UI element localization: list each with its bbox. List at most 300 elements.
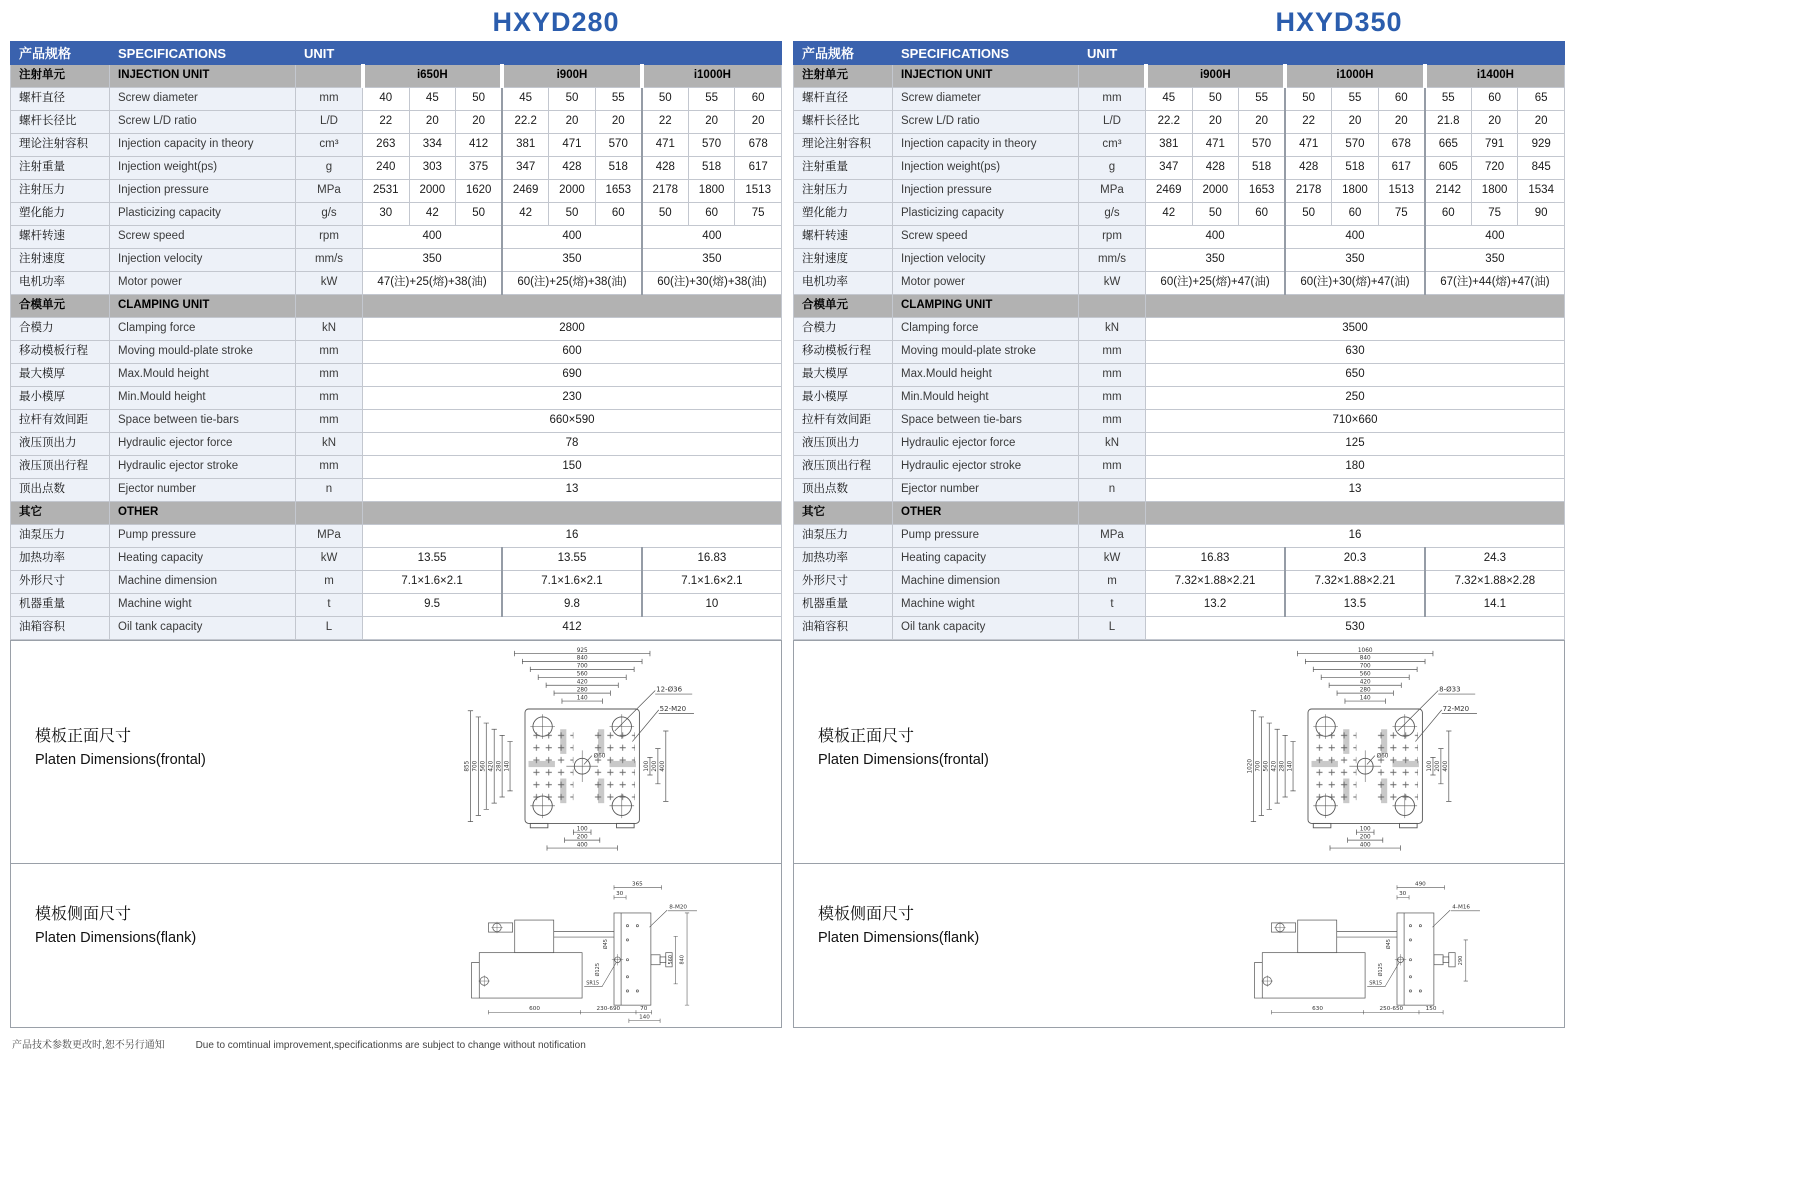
value-cell: 13.2: [1146, 594, 1286, 617]
spec-label-zh: 最大模厚: [794, 364, 893, 387]
ring-dia-note: Ø125: [1378, 963, 1385, 977]
dimension-labels: [1248, 648, 1469, 848]
value-cell: 22: [642, 111, 689, 134]
spec-label-en: Screw speed: [893, 226, 1079, 249]
value-cell: 60: [595, 203, 642, 226]
spec-label-en: Screw speed: [110, 226, 296, 249]
value-cell: 381: [1146, 134, 1193, 157]
page-title: HXYD350: [1275, 7, 1403, 37]
spec-label-zh: 外形尺寸: [11, 571, 110, 594]
unit-cell: t: [1079, 594, 1146, 617]
spec-label-en: Min.Mould height: [893, 387, 1079, 410]
diagram-box: [793, 640, 1565, 1028]
platen-flank-drawing: [1230, 869, 1486, 1025]
value-cell: 16: [363, 525, 782, 548]
unit-cell: rpm: [1079, 226, 1146, 249]
value-cell: 14.1: [1425, 594, 1565, 617]
unit-cell: kN: [1079, 433, 1146, 456]
value-cell: 20: [1378, 111, 1425, 134]
ring-dia-note: Ø125: [595, 963, 602, 977]
spec-row: [11, 318, 782, 341]
spec-label-en: Hydraulic ejector stroke: [893, 456, 1079, 479]
section-label-zh: 注射单元: [11, 65, 110, 88]
dim-label: 140: [1287, 760, 1294, 772]
value-cell: 665: [1425, 134, 1472, 157]
value-cell: 13: [363, 479, 782, 502]
value-cell: 791: [1471, 134, 1518, 157]
spec-label-en: Space between tie-bars: [110, 410, 296, 433]
value-cell: 45: [409, 88, 456, 111]
unit-cell: mm: [296, 387, 363, 410]
frontal-diagram-label: [818, 725, 989, 771]
value-cell: 60(注)+30(熔)+47(油): [1285, 272, 1425, 295]
spec-label-zh: 液压顶出行程: [11, 456, 110, 479]
platen-frontal-drawing: [419, 643, 719, 863]
value-cell: 2469: [502, 180, 549, 203]
value-cell: 42: [1146, 203, 1193, 226]
value-cell: 50: [1192, 203, 1239, 226]
center-hole-note: Ø60: [593, 753, 606, 760]
value-cell: 400: [1146, 226, 1286, 249]
spec-label-en: Max.Mould height: [893, 364, 1079, 387]
value-cell: 45: [502, 88, 549, 111]
value-cell: 22: [363, 111, 410, 134]
spec-label-en: Motor power: [110, 272, 296, 295]
spec-label-en: Min.Mould height: [110, 387, 296, 410]
spec-label-zh: 合模力: [794, 318, 893, 341]
value-cell: 1513: [735, 180, 782, 203]
section-label-zh: 注射单元: [794, 65, 893, 88]
value-cell: 617: [735, 157, 782, 180]
unit-cell: kN: [1079, 318, 1146, 341]
dim-label: 30: [1399, 891, 1407, 898]
dimension-labels: [529, 881, 687, 1020]
spec-label-en: Hydraulic ejector stroke: [110, 456, 296, 479]
value-cell: 7.32×1.88×2.28: [1425, 571, 1565, 594]
thread-note: 52-M20: [659, 703, 687, 713]
section-label-en: INJECTION UNIT: [110, 65, 296, 88]
unit-cell: rpm: [296, 226, 363, 249]
dim-label: 560: [1263, 760, 1270, 772]
section-unit-cell: [1079, 502, 1146, 525]
dim-label: 280: [496, 760, 503, 772]
value-cell: 400: [1425, 226, 1565, 249]
value-cell: 50: [1285, 203, 1332, 226]
spec-label-zh: 液压顶出行程: [794, 456, 893, 479]
value-cell: 518: [688, 157, 735, 180]
value-cell: 381: [502, 134, 549, 157]
dim-label: 1060: [1357, 647, 1373, 654]
spec-row: [794, 571, 1565, 594]
spec-row: [11, 479, 782, 502]
page-title: HXYD280: [492, 7, 620, 37]
dim-label: 1020: [1247, 758, 1254, 774]
value-cell: 400: [502, 226, 642, 249]
platen-flank-drawing: [447, 869, 703, 1025]
value-cell: 570: [1239, 134, 1286, 157]
spec-label-zh: 液压顶出力: [11, 433, 110, 456]
spec-label-zh: 螺杆长径比: [11, 111, 110, 134]
dim-label: 200: [1359, 834, 1371, 841]
value-cell: 412: [456, 134, 503, 157]
spec-label-zh: 油箱容积: [794, 617, 893, 640]
value-cell: 22.2: [502, 111, 549, 134]
machine-side-view: [1254, 913, 1455, 1005]
value-cell: 9.5: [363, 594, 503, 617]
unit-cell: MPa: [1079, 525, 1146, 548]
dim-label: 280: [1359, 687, 1371, 694]
spec-label-zh: 螺杆直径: [11, 88, 110, 111]
spec-label-zh: 拉杆有效间距: [794, 410, 893, 433]
spec-row: [794, 341, 1565, 364]
dim-label: 140: [639, 1014, 650, 1021]
section-unit-cell: [296, 295, 363, 318]
value-cell: 7.1×1.6×2.1: [363, 571, 503, 594]
value-cell: 710×660: [1146, 410, 1565, 433]
spec-label-en: Motor power: [893, 272, 1079, 295]
spec-label-zh: 注射重量: [11, 157, 110, 180]
value-cell: 303: [409, 157, 456, 180]
spec-label-en: Clamping force: [893, 318, 1079, 341]
flank-label-en: Platen Dimensions(flank): [818, 930, 980, 946]
spec-label-zh: 螺杆转速: [794, 226, 893, 249]
dim-label: 490: [1415, 881, 1426, 888]
dim-label: 400: [576, 842, 588, 849]
header-spacer: [1146, 42, 1565, 65]
dim-label: 420: [1359, 679, 1371, 686]
table-header-row: [794, 42, 1565, 65]
spec-row: [794, 272, 1565, 295]
section-row: [794, 65, 1565, 88]
value-cell: 20: [688, 111, 735, 134]
spec-label-zh: 电机功率: [11, 272, 110, 295]
section-label-zh: 其它: [11, 502, 110, 525]
value-cell: 350: [1425, 249, 1565, 272]
value-cell: 471: [1192, 134, 1239, 157]
spec-row: [11, 341, 782, 364]
section-unit-cell: [1079, 295, 1146, 318]
value-cell: 40: [363, 88, 410, 111]
dim-label: 150: [1425, 1006, 1437, 1013]
unit-cell: mm: [1079, 456, 1146, 479]
bolt-hole-pattern: [1374, 731, 1418, 801]
dim-label: 365: [632, 881, 643, 888]
unit-cell: mm: [296, 364, 363, 387]
dimension-labels: [465, 648, 686, 848]
value-cell: 50: [642, 203, 689, 226]
section-row: [794, 502, 1565, 525]
unit-cell: kW: [296, 548, 363, 571]
spec-row: [11, 617, 782, 640]
value-cell: 50: [642, 88, 689, 111]
section-label-en: CLAMPING UNIT: [893, 295, 1079, 318]
dim-label: 100: [644, 760, 651, 772]
spec-row: [11, 249, 782, 272]
value-cell: 50: [456, 88, 503, 111]
model-header: i1400H: [1425, 65, 1565, 88]
value-cell: 350: [1285, 249, 1425, 272]
value-cell: 2000: [549, 180, 596, 203]
spec-label-zh: 螺杆直径: [794, 88, 893, 111]
section-label-zh: 合模单元: [11, 295, 110, 318]
spec-label-zh: 液压顶出力: [794, 433, 893, 456]
value-cell: 518: [1239, 157, 1286, 180]
header-unit: UNIT: [296, 42, 363, 65]
dim-label: 250-650: [1379, 1006, 1404, 1013]
dim-label: 140: [1359, 695, 1371, 702]
spec-row: [11, 594, 782, 617]
value-cell: 3500: [1146, 318, 1565, 341]
dim-label: 230-690: [596, 1006, 621, 1013]
spec-label-en: Screw diameter: [893, 88, 1079, 111]
value-cell: 1653: [595, 180, 642, 203]
spec-row: [11, 226, 782, 249]
spec-row: [794, 594, 1565, 617]
spec-label-en: Injection pressure: [110, 180, 296, 203]
spec-label-zh: 合模力: [11, 318, 110, 341]
value-cell: 10: [642, 594, 782, 617]
value-cell: 678: [735, 134, 782, 157]
dim-label: 840: [576, 655, 588, 662]
unit-cell: t: [296, 594, 363, 617]
value-cell: 60: [1332, 203, 1379, 226]
dim-label: 840: [1359, 655, 1371, 662]
value-cell: 60: [735, 88, 782, 111]
dim-label: 560: [576, 671, 588, 678]
unit-cell: m: [296, 571, 363, 594]
spec-row: [794, 617, 1565, 640]
value-cell: 400: [1285, 226, 1425, 249]
unit-cell: mm: [296, 410, 363, 433]
value-cell: 20: [595, 111, 642, 134]
flank-diagram-label: [818, 903, 979, 949]
dim-label: 600: [529, 1006, 540, 1013]
value-cell: 55: [1239, 88, 1286, 111]
spec-label-en: Plasticizing capacity: [893, 203, 1079, 226]
value-cell: 428: [549, 157, 596, 180]
spec-row: [794, 410, 1565, 433]
value-cell: 7.1×1.6×2.1: [642, 571, 782, 594]
value-cell: 660×590: [363, 410, 782, 433]
header-product-spec: 产品规格: [11, 42, 110, 65]
unit-cell: cm³: [296, 134, 363, 157]
spec-label-zh: 最大模厚: [11, 364, 110, 387]
spec-row: [11, 88, 782, 111]
section-label-en: OTHER: [893, 502, 1079, 525]
diagram-box: [10, 640, 782, 1028]
dim-label: 100: [1359, 826, 1371, 833]
dim-label: 700: [576, 663, 588, 670]
section-label-en: CLAMPING UNIT: [110, 295, 296, 318]
nozzle-dia-note: Ø45: [1385, 939, 1392, 950]
unit-cell: L: [296, 617, 363, 640]
spec-row: [11, 387, 782, 410]
spec-row: [11, 134, 782, 157]
dim-label: 100: [1427, 760, 1434, 772]
value-cell: 60: [1378, 88, 1425, 111]
section-row: [11, 65, 782, 88]
spec-label-zh: 螺杆长径比: [794, 111, 893, 134]
value-cell: 42: [502, 203, 549, 226]
spec-label-zh: 最小模厚: [794, 387, 893, 410]
spec-label-zh: 最小模厚: [11, 387, 110, 410]
value-cell: 50: [1192, 88, 1239, 111]
value-cell: 16.83: [642, 548, 782, 571]
spec-label-zh: 移动模板行程: [11, 341, 110, 364]
footer-note: [12, 1036, 586, 1051]
machine-side-view: [471, 913, 675, 1005]
unit-cell: mm: [296, 341, 363, 364]
value-cell: 20: [409, 111, 456, 134]
hole-count-note: 12-Ø36: [656, 684, 683, 694]
value-cell: 20: [1518, 111, 1565, 134]
unit-cell: MPa: [296, 180, 363, 203]
model-header: i900H: [502, 65, 642, 88]
unit-cell: n: [296, 479, 363, 502]
value-cell: 16: [1146, 525, 1565, 548]
value-cell: 7.32×1.88×2.21: [1285, 571, 1425, 594]
value-cell: 630: [1146, 341, 1565, 364]
dim-label: 400: [1359, 842, 1371, 849]
value-cell: 428: [642, 157, 689, 180]
center-hole-note: Ø60: [1376, 753, 1389, 760]
dim-label: 400: [1443, 760, 1450, 772]
dim-label: 420: [1271, 760, 1278, 772]
spec-label-en: Injection weight(ps): [110, 157, 296, 180]
unit-cell: mm: [1079, 88, 1146, 111]
spec-label-en: Machine dimension: [893, 571, 1079, 594]
dim-label: 140: [504, 760, 511, 772]
spec-label-en: Screw diameter: [110, 88, 296, 111]
sphere-radius-note: SR15: [586, 980, 600, 987]
value-cell: 375: [456, 157, 503, 180]
spec-label-zh: 拉杆有效间距: [11, 410, 110, 433]
unit-cell: mm/s: [296, 249, 363, 272]
spec-label-en: Oil tank capacity: [893, 617, 1079, 640]
section-unit-cell: [1079, 65, 1146, 88]
value-cell: 13.55: [363, 548, 503, 571]
spec-row: [11, 111, 782, 134]
diagram-divider: [794, 863, 1564, 864]
spec-label-zh: 顶出点数: [794, 479, 893, 502]
unit-cell: L/D: [1079, 111, 1146, 134]
model-header: i1000H: [642, 65, 782, 88]
value-cell: 20: [456, 111, 503, 134]
value-cell: 400: [642, 226, 782, 249]
value-cell: 60: [688, 203, 735, 226]
header-unit: UNIT: [1079, 42, 1146, 65]
unit-cell: mm: [1079, 341, 1146, 364]
value-cell: 1620: [456, 180, 503, 203]
dim-label: 280: [576, 687, 588, 694]
platen-frontal-drawing: [1202, 643, 1502, 863]
spec-label-en: Injection weight(ps): [893, 157, 1079, 180]
value-cell: 2000: [1192, 180, 1239, 203]
spec-label-en: Ejector number: [110, 479, 296, 502]
spec-row: [11, 203, 782, 226]
dim-label: 855: [464, 760, 471, 772]
spec-label-zh: 理论注射容积: [11, 134, 110, 157]
value-cell: 518: [1332, 157, 1379, 180]
spec-label-en: Injection pressure: [893, 180, 1079, 203]
spec-row: [794, 157, 1565, 180]
spec-row: [11, 571, 782, 594]
unit-cell: kN: [296, 433, 363, 456]
footer-note-zh: 产品技术参数更改时,恕不另行通知: [12, 1040, 165, 1051]
section-row: [11, 295, 782, 318]
spec-label-en: Pump pressure: [110, 525, 296, 548]
value-cell: 55: [1332, 88, 1379, 111]
dimension-labels: [1312, 881, 1470, 1012]
spec-label-en: Injection velocity: [893, 249, 1079, 272]
spec-table-hxyd280: [10, 41, 782, 640]
value-cell: 617: [1378, 157, 1425, 180]
value-cell: 2000: [409, 180, 456, 203]
unit-cell: g/s: [296, 203, 363, 226]
value-cell: 428: [1192, 157, 1239, 180]
dim-label: 700: [1255, 760, 1262, 772]
spec-label-en: Injection capacity in theory: [110, 134, 296, 157]
spec-label-en: Machine dimension: [110, 571, 296, 594]
value-cell: 350: [502, 249, 642, 272]
spec-row: [794, 548, 1565, 571]
spec-label-en: Heating capacity: [110, 548, 296, 571]
dim-label: 560: [668, 955, 675, 965]
section-unit-cell: [296, 65, 363, 88]
hole-count-note: 8-Ø33: [1439, 684, 1461, 694]
spec-row: [794, 525, 1565, 548]
section-bar: [363, 502, 782, 525]
dim-label: 140: [576, 695, 588, 702]
spec-label-zh: 机器重量: [11, 594, 110, 617]
unit-cell: MPa: [1079, 180, 1146, 203]
value-cell: 2531: [363, 180, 410, 203]
value-cell: 20: [1471, 111, 1518, 134]
value-cell: 60: [1239, 203, 1286, 226]
value-cell: 45: [1146, 88, 1193, 111]
value-cell: 60(注)+25(熔)+38(油): [502, 272, 642, 295]
spec-row: [794, 249, 1565, 272]
spec-label-en: Ejector number: [893, 479, 1079, 502]
spec-label-zh: 注射压力: [11, 180, 110, 203]
spec-label-en: Injection capacity in theory: [893, 134, 1079, 157]
thread-note: 4-M16: [1452, 904, 1471, 911]
value-cell: 50: [1285, 88, 1332, 111]
spec-label-en: Heating capacity: [893, 548, 1079, 571]
unit-cell: m: [1079, 571, 1146, 594]
spec-label-zh: 移动模板行程: [794, 341, 893, 364]
value-cell: 75: [735, 203, 782, 226]
section-label-zh: 其它: [794, 502, 893, 525]
value-cell: 400: [363, 226, 503, 249]
spec-label-zh: 顶出点数: [11, 479, 110, 502]
unit-cell: g: [296, 157, 363, 180]
spec-label-en: Machine wight: [893, 594, 1079, 617]
value-cell: 90: [1518, 203, 1565, 226]
spec-label-en: Machine wight: [110, 594, 296, 617]
spec-label-en: Screw L/D ratio: [893, 111, 1079, 134]
spec-row: [11, 410, 782, 433]
hxyd280-sheet: [10, 0, 782, 1028]
dim-label: 560: [1359, 671, 1371, 678]
value-cell: 600: [363, 341, 782, 364]
value-cell: 55: [688, 88, 735, 111]
value-cell: 2178: [642, 180, 689, 203]
spec-row: [11, 548, 782, 571]
spec-label-en: Pump pressure: [893, 525, 1079, 548]
value-cell: 334: [409, 134, 456, 157]
dim-label: 840: [679, 955, 686, 965]
